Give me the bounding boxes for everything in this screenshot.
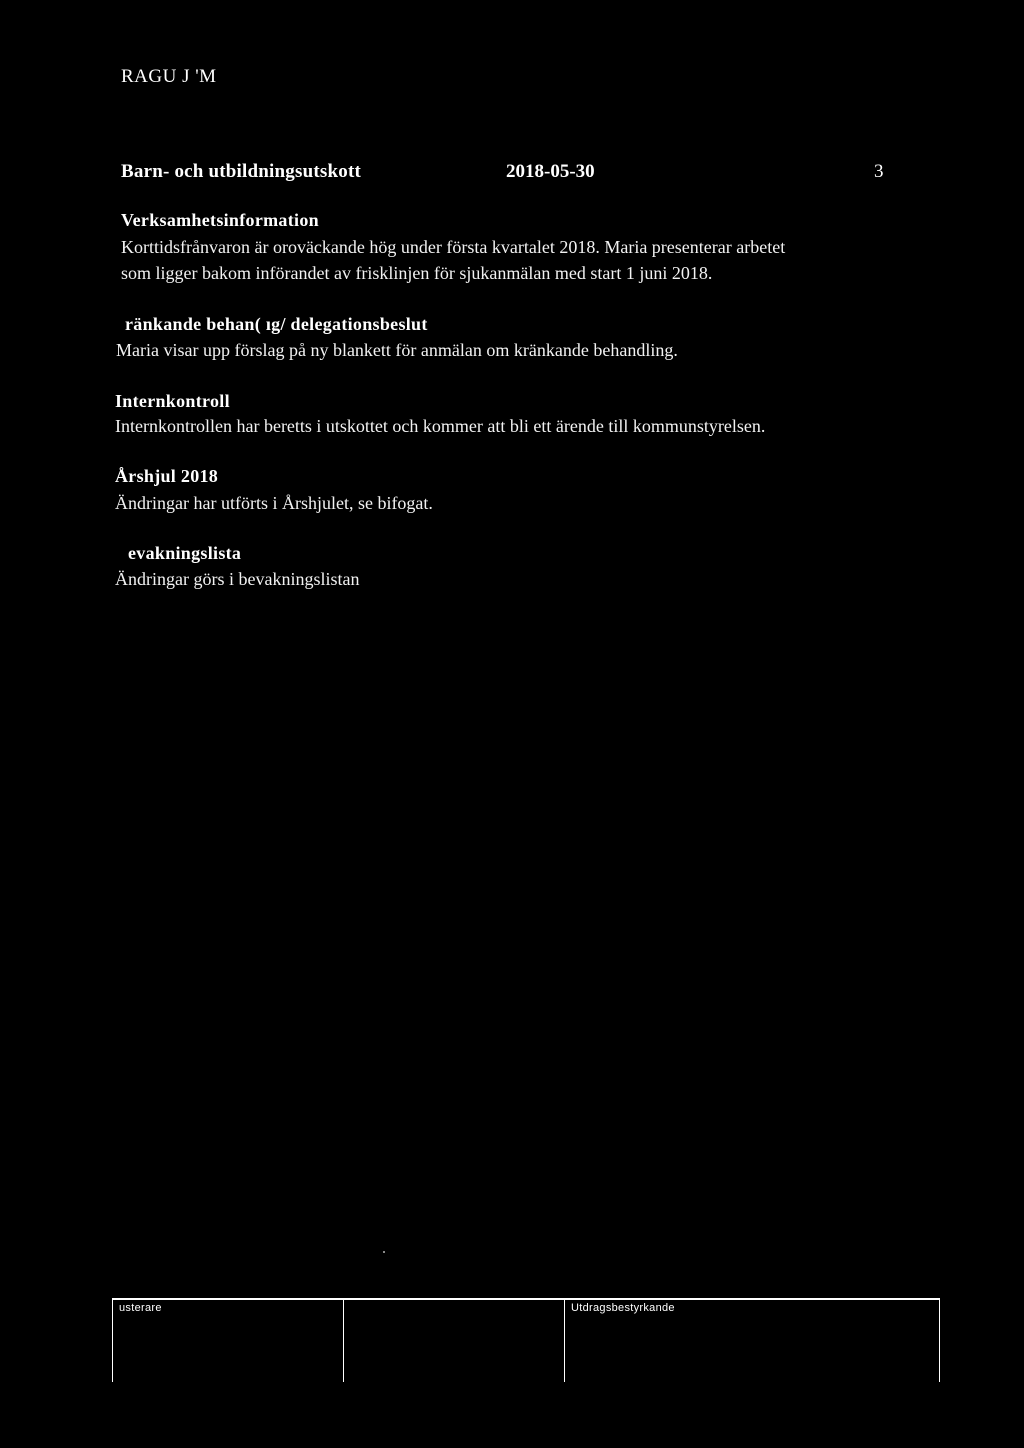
text-line: Ändringar görs i bevakningslistan	[115, 569, 360, 589]
section-text-internkontroll	[115, 413, 765, 439]
committee-name: Barn- och utbildningsutskott	[121, 161, 362, 182]
text-line: som ligger bakom införandet av frisklinjen för sjukanmälan med start 1 juni 2018.	[121, 263, 713, 283]
section-heading-verksamhetsinformation: Verksamhetsinformation	[121, 210, 319, 230]
section-text-verksamhetsinformation	[121, 234, 785, 286]
section-heading-internkontroll: Internkontroll	[115, 391, 230, 411]
text-line: Internkontrollen har beretts i utskottet och kommer att bli ett ärende till kommunstyrelsen.	[115, 416, 766, 436]
meeting-date: 2018-05-30	[506, 161, 595, 182]
text-line: Ändringar har utförts i Årshjulet, se bifogat.	[115, 493, 433, 513]
section-heading-krankande-behandling: ränkande behan( ıg/ delegationsbeslut	[125, 314, 428, 334]
cell-signature	[344, 1299, 565, 1382]
section-heading-bevakningslista: evakningslista	[128, 543, 242, 563]
signature-row	[113, 1299, 940, 1382]
cell-utdragsbestyrkande: Utdragsbestyrkande	[565, 1299, 940, 1382]
document-header-title: RAGU J 'M	[121, 66, 217, 87]
section-text-krankande-behandling	[116, 337, 678, 363]
cell-justerare: usterare	[113, 1299, 344, 1382]
text-line: Korttidsfrånvaron är oroväckande hög under första kvartalet 2018. Maria presenterar arbetet	[121, 237, 786, 257]
page-number: 3	[874, 161, 884, 182]
stray-mark	[383, 1251, 385, 1253]
section-text-arshjul	[115, 490, 433, 516]
text-line: Maria visar upp förslag på ny blankett för anmälan om kränkande behandling.	[116, 340, 678, 360]
section-heading-arshjul: Årshjul 2018	[115, 466, 219, 486]
section-text-bevakningslista	[115, 566, 359, 592]
signature-table	[112, 1298, 940, 1382]
